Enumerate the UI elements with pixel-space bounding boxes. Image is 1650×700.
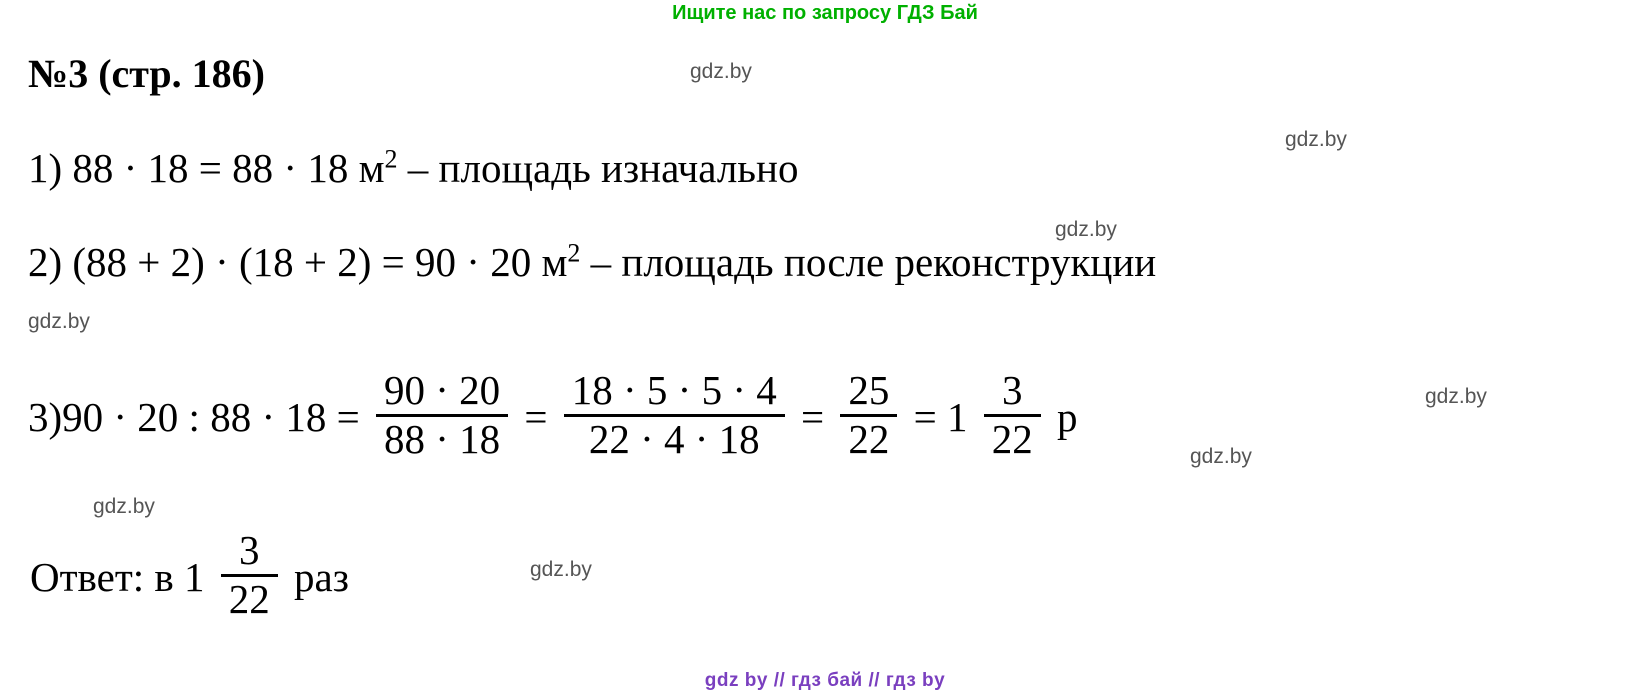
fraction-2-numerator: 18 · 5 · 5 · 4 bbox=[571, 367, 777, 413]
step-2-dash: – bbox=[590, 239, 612, 285]
bottom-promo-banner: gdz by // гдз бай // гдз by bbox=[704, 670, 946, 691]
mixed-number-denominator: 22 bbox=[984, 414, 1041, 461]
step-1-unit-exponent: 2 bbox=[384, 144, 398, 174]
watermark: gdz.by bbox=[690, 60, 752, 83]
answer-denominator: 22 bbox=[221, 574, 278, 621]
answer-numerator: 3 bbox=[239, 527, 260, 573]
solution-step-3 bbox=[28, 367, 1078, 463]
step-2-comment: площадь после реконструкции bbox=[621, 239, 1157, 285]
fraction-1-denominator: 88 · 18 bbox=[376, 414, 508, 461]
answer-line bbox=[30, 527, 349, 623]
fraction-3 bbox=[840, 367, 897, 462]
equals-1: = bbox=[524, 393, 548, 440]
watermark: gdz.by bbox=[93, 495, 155, 518]
answer-whole: 1 bbox=[184, 553, 205, 600]
watermark: gdz.by bbox=[530, 558, 592, 581]
equals-3: = bbox=[913, 393, 937, 440]
step-1-unit: м bbox=[358, 145, 385, 191]
fraction-3-denominator: 22 bbox=[840, 414, 897, 461]
fraction-2 bbox=[564, 367, 785, 462]
step-1-dash: – bbox=[407, 145, 429, 191]
solution-step-1 bbox=[28, 144, 799, 191]
step-3-tail-unit: р bbox=[1056, 393, 1078, 440]
fraction-1 bbox=[376, 367, 508, 462]
step-2-expression: (88 + 2) · (18 + 2) = 90 · 20 bbox=[72, 239, 532, 285]
solution-step-2 bbox=[28, 238, 1157, 285]
mixed-number-whole: 1 bbox=[946, 393, 968, 440]
fraction-1-numerator: 90 · 20 bbox=[383, 367, 501, 413]
watermark: gdz.by bbox=[1055, 218, 1117, 241]
answer-label: Ответ: в bbox=[30, 553, 174, 600]
step-2-unit: м bbox=[541, 239, 568, 285]
top-promo-banner: Ищите нас по запросу ГДЗ Бай bbox=[672, 2, 978, 24]
step-1-expression: 88 · 18 = 88 · 18 bbox=[72, 145, 349, 191]
answer-fraction bbox=[221, 527, 278, 622]
fraction-2-denominator: 22 · 4 · 18 bbox=[564, 414, 785, 461]
mixed-number-numerator: 3 bbox=[1001, 367, 1023, 413]
step-1-comment: площадь изначально bbox=[438, 145, 799, 191]
mixed-number-fraction bbox=[984, 367, 1041, 462]
step-2-index: 2) bbox=[28, 239, 63, 285]
task-title: №3 (стр. 186) bbox=[28, 51, 265, 96]
step-3-expression: 90 · 20 : 88 · 18 = bbox=[62, 393, 360, 440]
watermark: gdz.by bbox=[1190, 445, 1252, 468]
watermark: gdz.by bbox=[28, 310, 90, 333]
step-3-index: 3) bbox=[28, 393, 63, 440]
equals-2: = bbox=[800, 393, 825, 440]
step-2-unit-exponent: 2 bbox=[567, 238, 581, 268]
watermark: gdz.by bbox=[1425, 385, 1487, 408]
step-1-index: 1) bbox=[28, 145, 63, 191]
answer-unit: раз bbox=[294, 553, 349, 600]
watermark: gdz.by bbox=[1285, 128, 1347, 151]
fraction-3-numerator: 25 bbox=[848, 367, 890, 413]
